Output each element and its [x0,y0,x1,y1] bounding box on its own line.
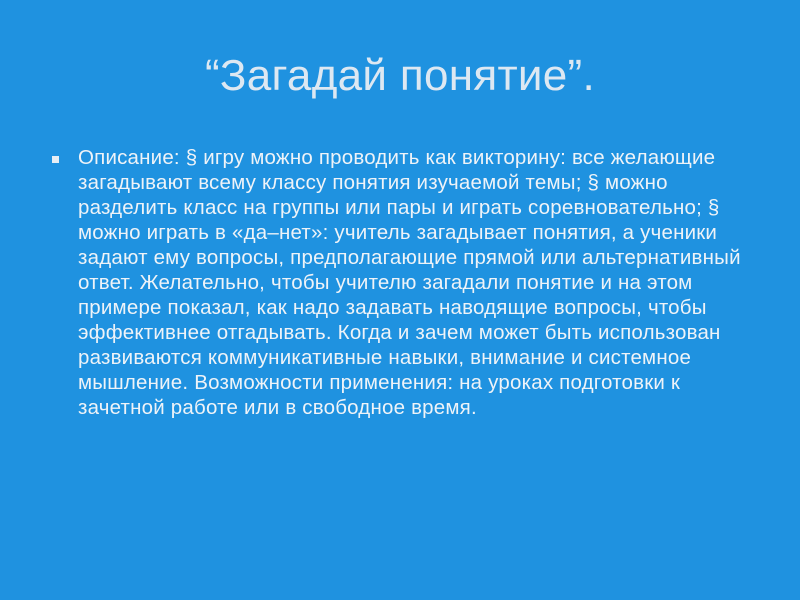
bullet-square-icon [48,145,78,525]
bullet-item-text: Описание: § игру можно проводить как викторину: все желающие загадывают всему классу понятия изучаемой темы; § можно разделить класс на группы или пары и играть соревновательно; § можно играть в «да–нет»: учитель загадывает понятия, а ученики задают ему вопросы, предполагающие прямой или альтернативный ответ. Желательно, чтобы учителю загадали понятие и на этом примере показал, как надо задавать наводящие вопросы, чтобы эффективнее отгадывать. Когда и зачем может быть использован развиваются коммуникативные навыки, внимание и системное мышление. Возможности применения: на уроках подготовки к зачетной работе или в свободное время. [78,146,741,419]
bullet-list [48,145,768,525]
slide-title: “Загадай понятие”. [204,51,596,100]
